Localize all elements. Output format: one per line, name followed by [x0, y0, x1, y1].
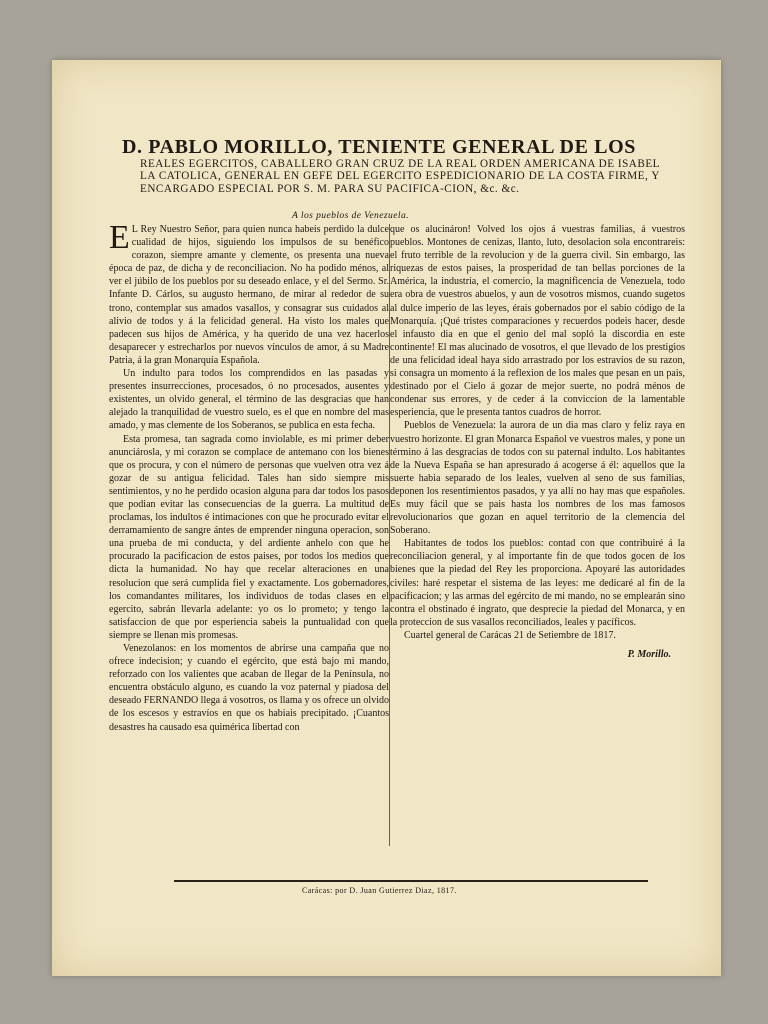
paragraph: que os alucináron! Volved los ojos á vuestras familias, á vuestros pueblos. Montones de cenizas, llanto, luto, desolacion sola encontrareis: el fruto terrible de la revolucion y de la guerra civil. Sin embargo, las riquezas de estos paises, la prosperidad de tan bellas porciones de la América, la industria, el comercio, la magnificencia de Venezuela, todo era obra de vuestros abuelos, y aun de vosotros mismos, cuando sugetos al dulce imperio de las leyes, érais gobernados por el sabio código de la Monarquía. ¡Qué tristes comparaciones y recuerdos podeis hacer, desde el infausto dia en que el genio del mal sopló la discordia en este continente! El mas alucinado de vosotros, el que llevado de los prestigios de una felicidad ideal haya sido arrastrado por los estravíos de su razon, si consagra un momento á la reflexion de los males que pesan en un pais, destinado por el Cielo á gozar de mejor suerte, no podrá ménos de condenar sus errores, y de ceder á la conviccion de la lamentable esperiencia, que le presenta tantos cuadros de horror.	[390, 224, 685, 419]
paragraph-text: L Rey Nuestro Señor, para quien nunca habeis perdido la dulce cualidad de hijos, siguiendo los impulsos de su benéfico corazon, siempre amante y clemente, os presenta una nueva época de paz, de dicha y de reconciliacion. No ha podido ménos, al ver el júbilo de los pueblos por su deseado enlace, y el del Sermo. Sr. Infante D. Cárlos, su augusto hermano, de mirar al rededor de su trono, contemplar sus amados vasallos, y consagrar sus cuidados al alivio de todos y á la felicidad general. Ha visto los males que padecen sus hijos de América, y ha querido de una vez hacerlos desaparecer y estrecharlos por nuevos vínculos de amor, á su Madre Patria, á la gran Monarquía Española.	[109, 224, 389, 366]
document-title: D. PABLO MORILLO, TENIENTE GENERAL DE LOS	[122, 136, 636, 158]
paragraph: Esta promesa, tan sagrada como inviolable, es mi primer deber anunciárosla, y mi corazon se complace de antemano con los bienes que os procura, y con el número de personas que vuelven otra vez á gozar de su antigua felicidad. Tales han sido siempre mis sentimientos, y no he perdido ocasion alguna para dar todos los pasos que podian evitar las consecuencias de la guerra. La multitud de proclamas, los indultos é intimaciones con que he procurado evitar el derramamiento de sangre ántes de emprender ninguna operacion, son una prueba de mi conducta, y del ardiente anhelo con que he procurado la pacificacion de estos paises, por todos los medios que dicta la humanidad. No hay que recelar alteraciones en una resolucion que será cumplida fiel y exactamente. Los gobernadores, los comandantes militares, los individuos de todas clases en el egercito, sabrán llevarla adelante: yo os lo prometo; y tengo la satisfaccion de que por esperiencia sabeis la puntualidad con que siempre se llenan mis promesas.	[109, 433, 389, 641]
pencil-annotation	[621, 90, 691, 118]
document-subtitle: REALES EGERCITOS, CABALLERO GRAN CRUZ DE LA REAL ORDEN AMERICANA DE ISABEL LA CATOLICA, GENERAL EN GEFE DEL EGERCITO ESPEDICIONARIO DE LA COSTA FIRME, Y ENCARGADO ESPECIAL POR S. M. PARA SU PACIFICA-CION, &c. &c.	[140, 158, 660, 195]
paragraph: Habitantes de todos los pueblos: contad con que contribuiré á la reconciliacion general, y al importante fin de que todos gocen de los bienes que la piedad del Rey les proporciona. Apoyaré las autoridades civiles: haré respetar el sistema de las leyes: me dedicaré al fin de la pacificacion; y las armas del egército de mi mando, no se emplearán sino contra el obstinado é ingrato, que desprecie la piedad del Monarca, y en la proteccion de sus vasallos reconciliados, leales y pacíficos.	[390, 538, 685, 628]
horizontal-rule	[174, 880, 648, 882]
paragraph: Venezolanos: en los momentos de abrirse una campaña que no ofrece indecision; y cuando el egército, que está bajo mi mando, reforzado con los valientes que acaban de llegar de la Península, no encuentra obstáculo alguno, es cuando la voz paternal y piadosa del deseado FERNANDO llega á vosotros, os llama y os ofrece un olvido de los escesos y estravíos en que os habiais precipitado. ¡Cuantos desastres ha causado esa quimérica libertad con	[109, 643, 389, 733]
dedication: A los pueblos de Venezuela.	[292, 210, 409, 221]
left-column	[109, 219, 389, 734]
paragraph: Un indulto para todos los comprendidos en las pasadas y presentes insurrecciones, procesados, ó no procesados, ausentes y existentes, un olvido general, el término de las desgracias que han alejado la tranquilidad de vuestro suelo, es el que en nombre del mas amado, y mas clemente de los Soberanos, se publica en esta fecha.	[109, 368, 389, 432]
paragraph: Pueblos de Venezuela: la aurora de un dia mas claro y feliz raya en vuestro horizonte. El gran Monarca Español ve vuestros males, y pone un término á las desgracias de todos con su paternal indulto. Los habitantes de la Nueva España se han apresurado á acogerse á él: aquellos que la suerte habia separado de los leales, vuelven al seno de sus familias, deponen los resentimientos pasados, y ya allí no hay mas que españoles. Es muy fácil que se pais hasta los nombres de los mas famosos revolucionarios que gozan en aquel territorio de la clemencia del Soberano.	[390, 420, 685, 537]
right-column	[390, 223, 685, 661]
date-line: Cuartel general de Carácas 21 de Setiembre de 1817.	[404, 629, 616, 641]
imprint: Carácas: por D. Juan Gutierrez Diaz, 1817.	[302, 886, 457, 895]
signature: P. Morillo.	[627, 649, 671, 660]
document-page	[52, 60, 721, 976]
drop-cap: E	[109, 219, 130, 256]
paragraph	[109, 219, 389, 367]
